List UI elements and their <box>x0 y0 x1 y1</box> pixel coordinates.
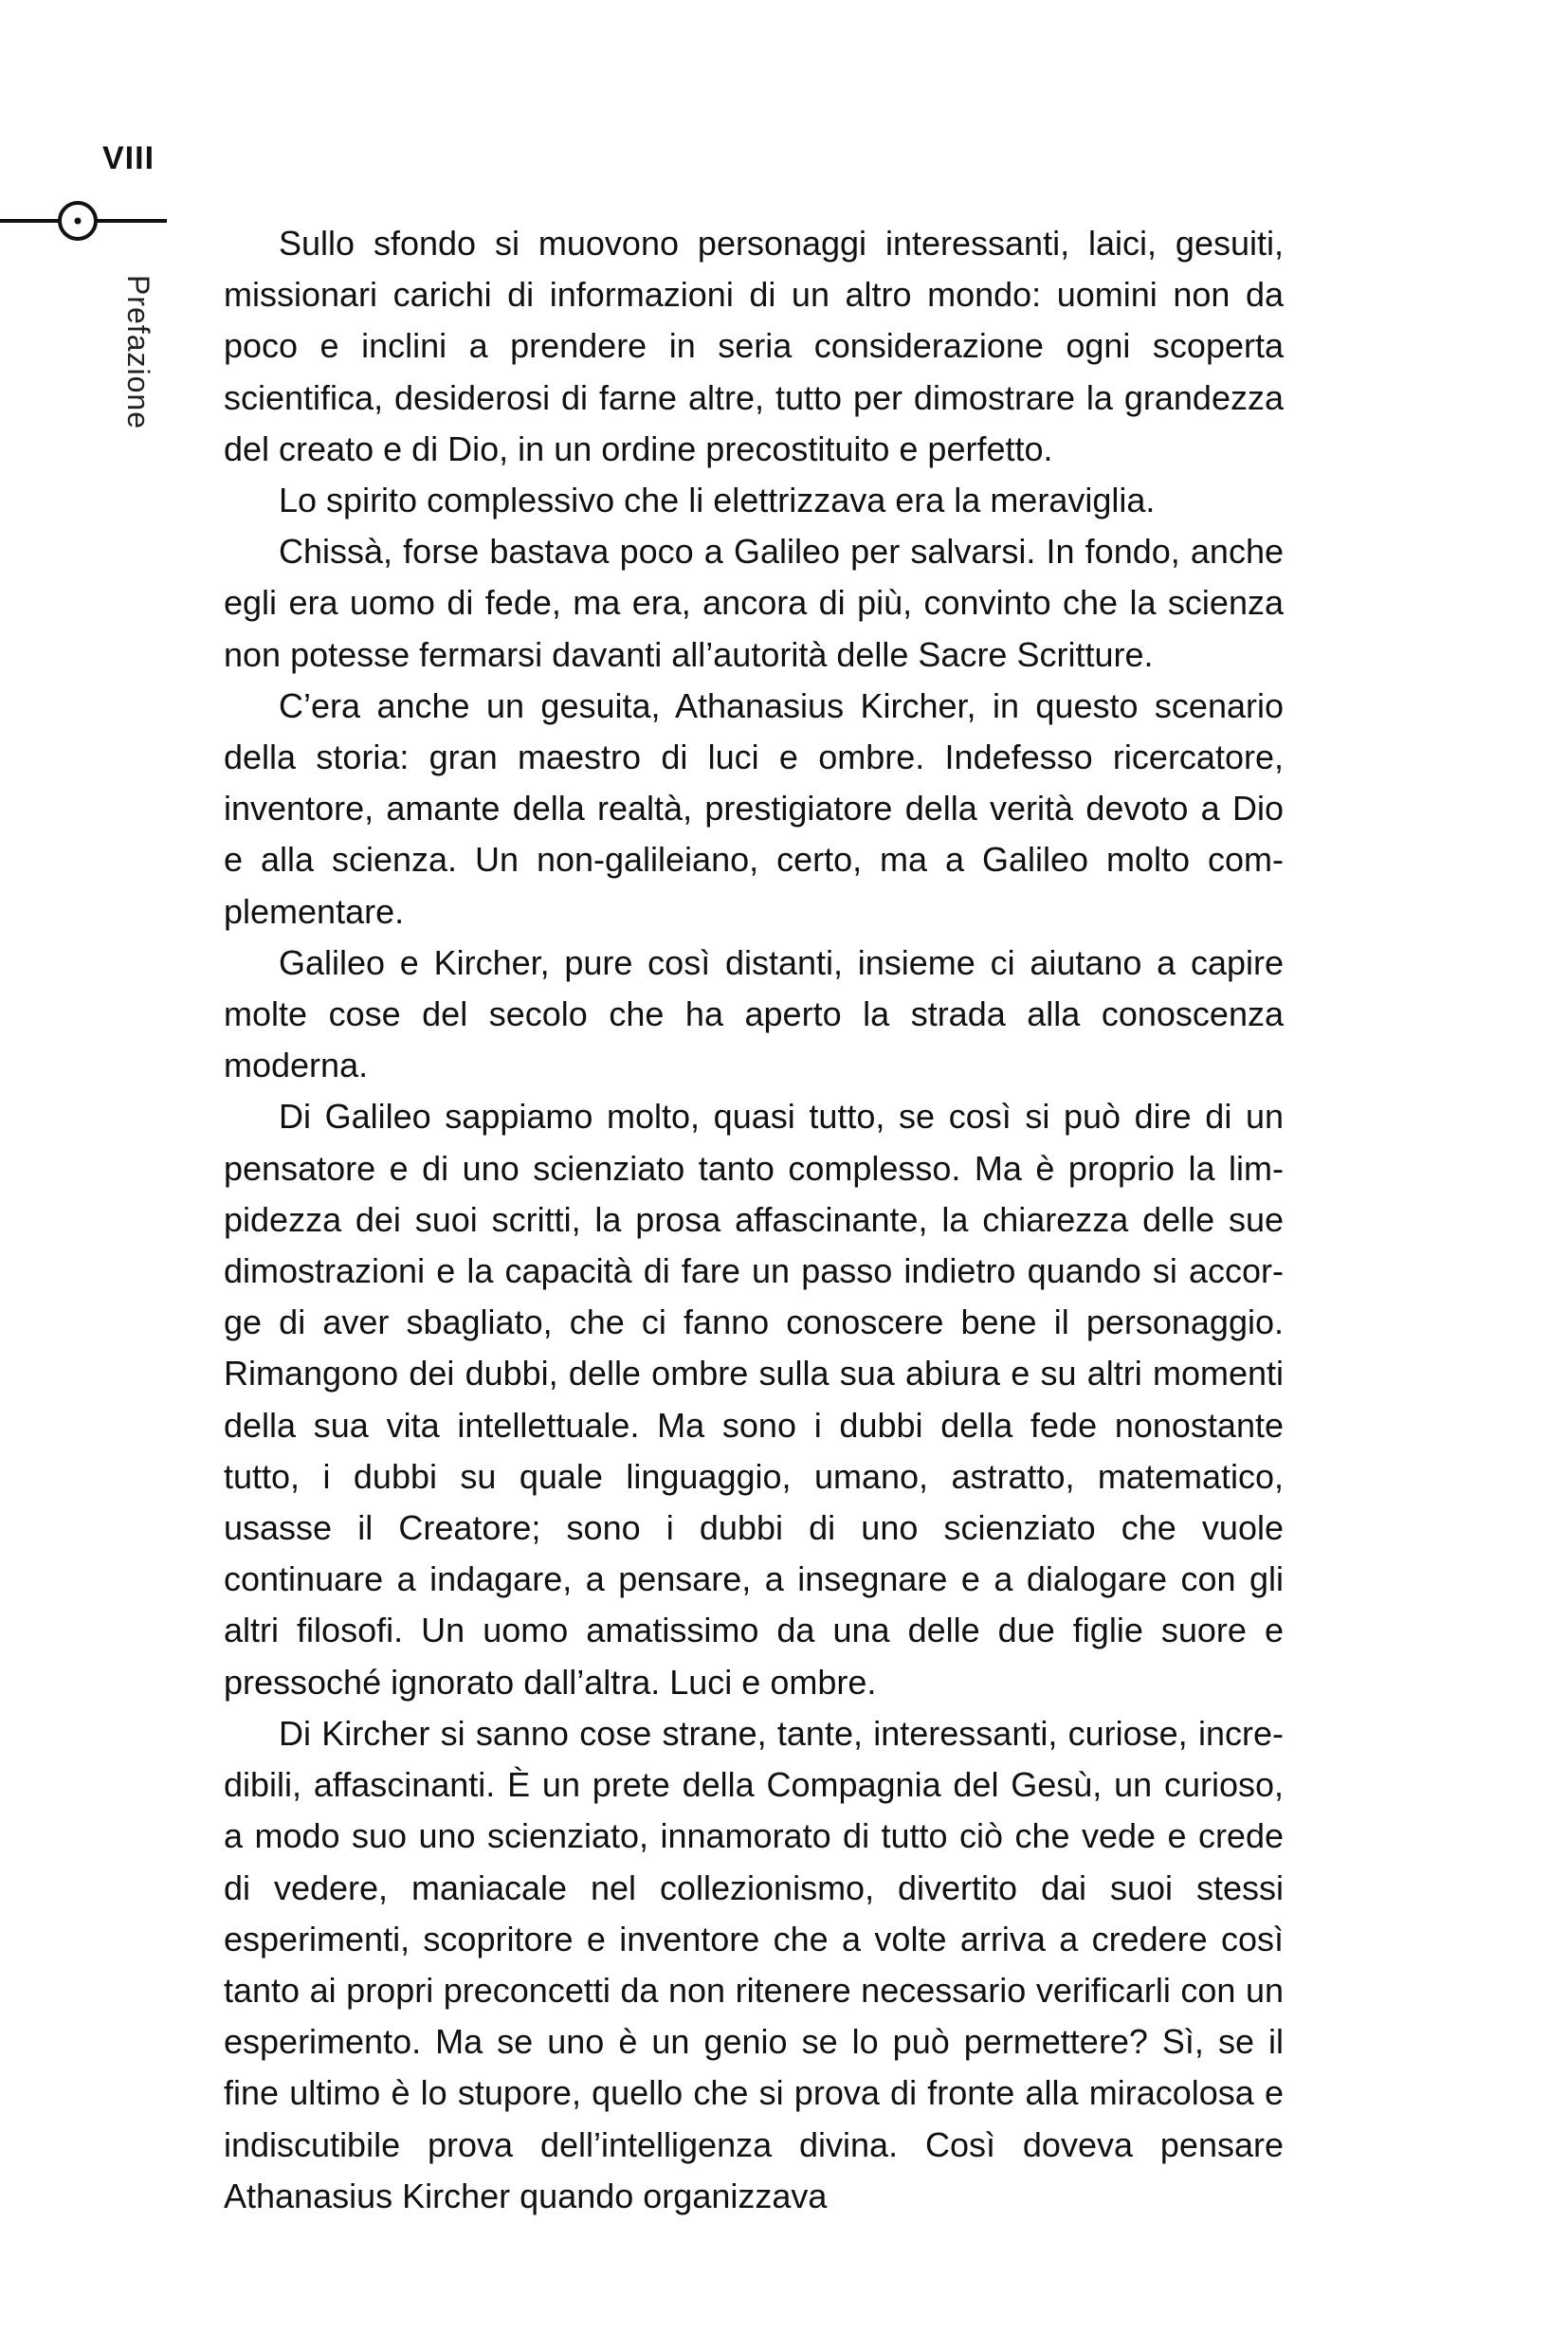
paragraph: Di Kircher si sanno cose strane, tante, interessanti, curiose, incredibili, affascinanti. È un prete della Compagnia del Gesù, un curioso, a modo suo uno scienziato, innamorato di tutto ciò che vede e crede di vedere, maniacale nel collezionismo, divertito dai suoi stessi esperimenti, scopritore e inventore che a volte arriva a credere così tanto ai propri preconcetti da non ritenere necessario verificarli con un esperimento. Ma se uno è un genio se lo può permettere? Sì, se il fine ultimo è lo stupore, quello che si prova di fronte alla miracolosa e indiscutibile prova dell’intelligenza divina. Così doveva pensare Athanasius Kircher quando organizzava <box>224 1713 1284 2215</box>
running-head <box>123 275 161 465</box>
paragraph: Di Galileo sappiamo molto, quasi tutto, se così si può dire di un pensatore e di uno scienziato tanto complesso. Ma è proprio la limpidezza dei suoi scritti, la prosa affascinante, la chiarezza delle sue dimostrazioni e la capacità di fare un passo indietro quando si accorge di aver sbagliato, che ci fanno conoscere bene il personaggio. Rimangono dei dubbi, delle ombre sulla sua abiura e su altri momenti della sua vita intellettuale. Ma sono i dubbi della fede nonostante tutto, i dubbi su quale linguaggio, umano, astratto, matematico, usasse il Creatore; sono i dubbi di uno scienziato che vuole continuare a indagare, a pensare, a insegnare e a dialogare con gli altri filosofi. Un uomo amatissimo da una delle due figlie suore e pressoché ignorato dall’altra. Luci e ombre. <box>224 1097 1284 1702</box>
paragraph: Galileo e Kircher, pure così distanti, insieme ci aiutano a capire molte cose del secolo che ha aperto la strada alla conoscenza moderna. <box>224 942 1284 1085</box>
paragraph: C’era anche un gesuita, Athanasius Kircher, in questo scenario della storia: gran maestro di luci e ombre. Indefesso ricercatore, inventore, amante della realtà, prestigiatore della verità devoto a Dio e alla scienza. Un non-galileiano, certo, ma a Galileo molto complementare. <box>224 685 1284 931</box>
body-text <box>224 218 1284 2222</box>
paragraph: Sullo sfondo si muovono personaggi interessanti, laici, gesuiti, missionari carichi di informazioni di un altro mondo: uomini non da poco e inclini a prendere in seria considerazione ogni scoperta scientifica, desiderosi di farne altre, tutto per dimostrare la grandezza del creato e di Dio, in un ordine precostituito e perfetto. <box>224 224 1284 468</box>
paragraph: Chissà, forse bastava poco a Galileo per salvarsi. In fondo, anche egli era uomo di fede, ma era, ancora di più, convinto che la scienza non potesse fermarsi davanti all’autorità delle Sacre Scritture. <box>224 532 1284 674</box>
circle-rule-ornament-icon <box>0 197 180 245</box>
running-head-label: Prefazione <box>121 275 155 429</box>
paragraph: Lo spirito complessivo che li elettrizzava era la meraviglia. <box>279 481 1156 520</box>
page-number: VIII <box>102 140 155 176</box>
